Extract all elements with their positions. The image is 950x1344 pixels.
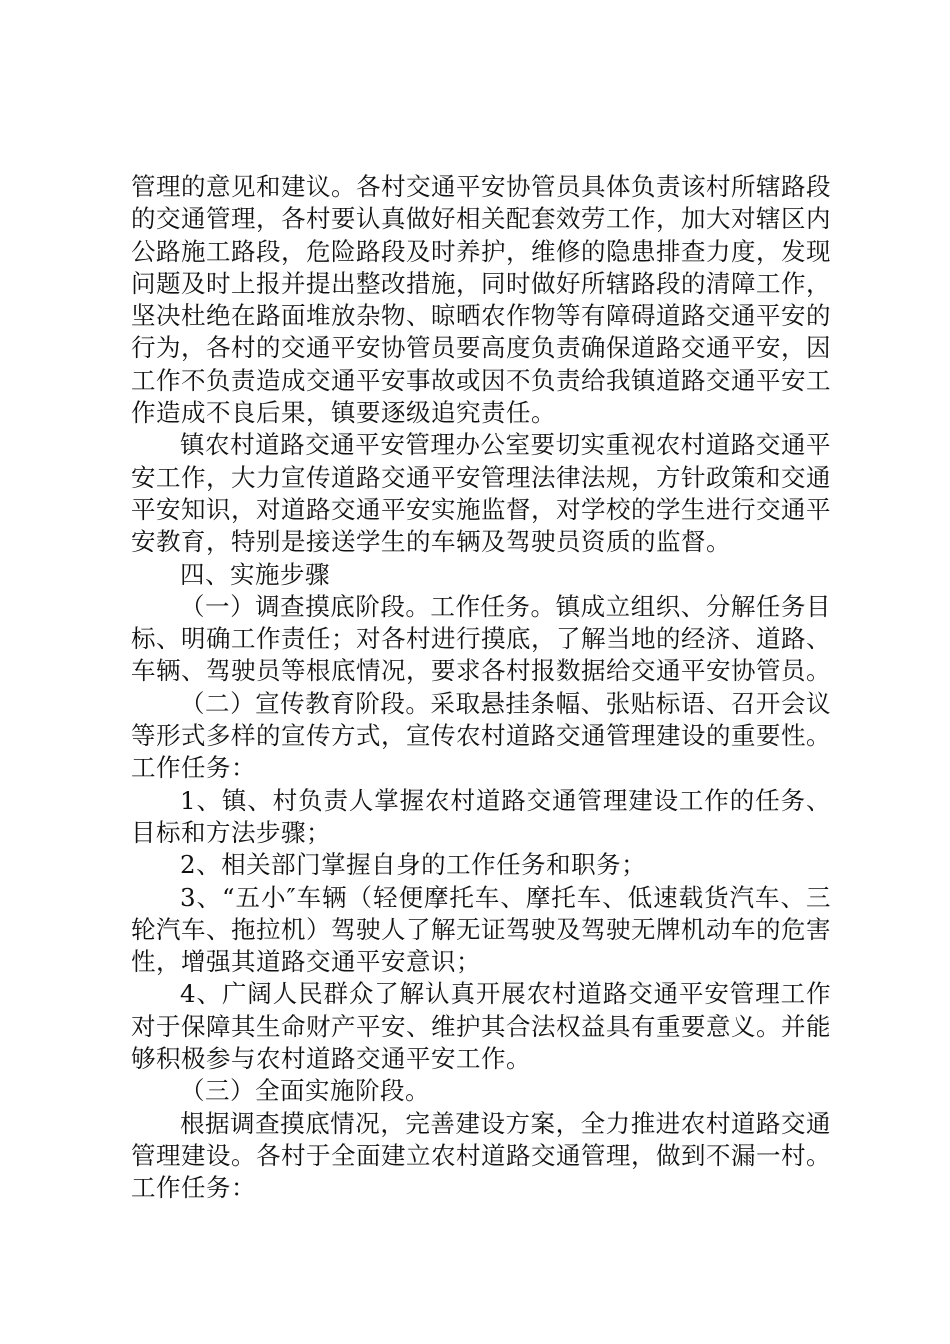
paragraph-stage-survey: （一）调查摸底阶段。工作任务。镇成立组织、分解任务目标、明确工作责任；对各村进行摸底，了解当地的经济、道路、车辆、驾驶员等根底情况，要求各村报数据给交通平安协管员。 — [131, 591, 831, 686]
paragraph-stage-publicity: （二）宣传教育阶段。采取悬挂条幅、张贴标语、召开会议等形式多样的宣传方式，宣传农村道路交通管理建设的重要性。工作任务： — [131, 688, 831, 783]
list-item-task-2: 2、相关部门掌握自身的工作任务和职务； — [180, 850, 647, 880]
paragraph-office-duties: 镇农村道路交通平安管理办公室要切实重视农村道路交通平安工作，大力宣传道路交通平安管理法律法规，方针政策和交通平安知识，对道路交通平安实施监督，对学校的学生进行交通平安教育，特别是接送学生的车辆及驾驶员资质的监督。 — [131, 430, 831, 557]
section-heading-implementation-steps: 四、实施步骤 — [180, 559, 330, 589]
document-body — [131, 171, 831, 1205]
list-item-task-4: 4、广阔人民群众了解认真开展农村道路交通平安管理工作对于保障其生命财产平安、维护其合法权益具有重要意义。并能够积极参与农村道路交通平安工作。 — [131, 979, 831, 1074]
paragraph-full-implementation-details: 根据调查摸底情况，完善建设方案，全力推进农村道路交通管理建设。各村于全面建立农村道路交通管理，做到不漏一村。工作任务： — [131, 1108, 831, 1203]
list-item-task-3: 3、“五小″车辆（轻便摩托车、摩托车、低速载货汽车、三轮汽车、拖拉机）驾驶人了解无证驾驶及驾驶无牌机动车的危害性，增强其道路交通平安意识； — [131, 882, 831, 977]
list-item-task-1: 1、镇、村负责人掌握农村道路交通管理建设工作的任务、目标和方法步骤； — [131, 785, 831, 847]
paragraph-stage-full-implementation: （三）全面实施阶段。 — [180, 1076, 430, 1106]
paragraph-responsibility: 管理的意见和建议。各村交通平安协管员具体负责该村所辖路段的交通管理，各村要认真做好相关配套效劳工作，加大对辖区内公路施工路段，危险路段及时养护，维修的隐患排查力度，发现问题及时上报并提出整改措施，同时做好所辖路段的清障工作，坚决杜绝在路面堆放杂物、晾晒农作物等有障碍道路交通平安的行为，各村的交通平安协管员要高度负责确保道路交通平安，因工作不负责造成交通平安事故或因不负责给我镇道路交通平安工作造成不良后果，镇要逐级追究责任。 — [131, 172, 831, 428]
